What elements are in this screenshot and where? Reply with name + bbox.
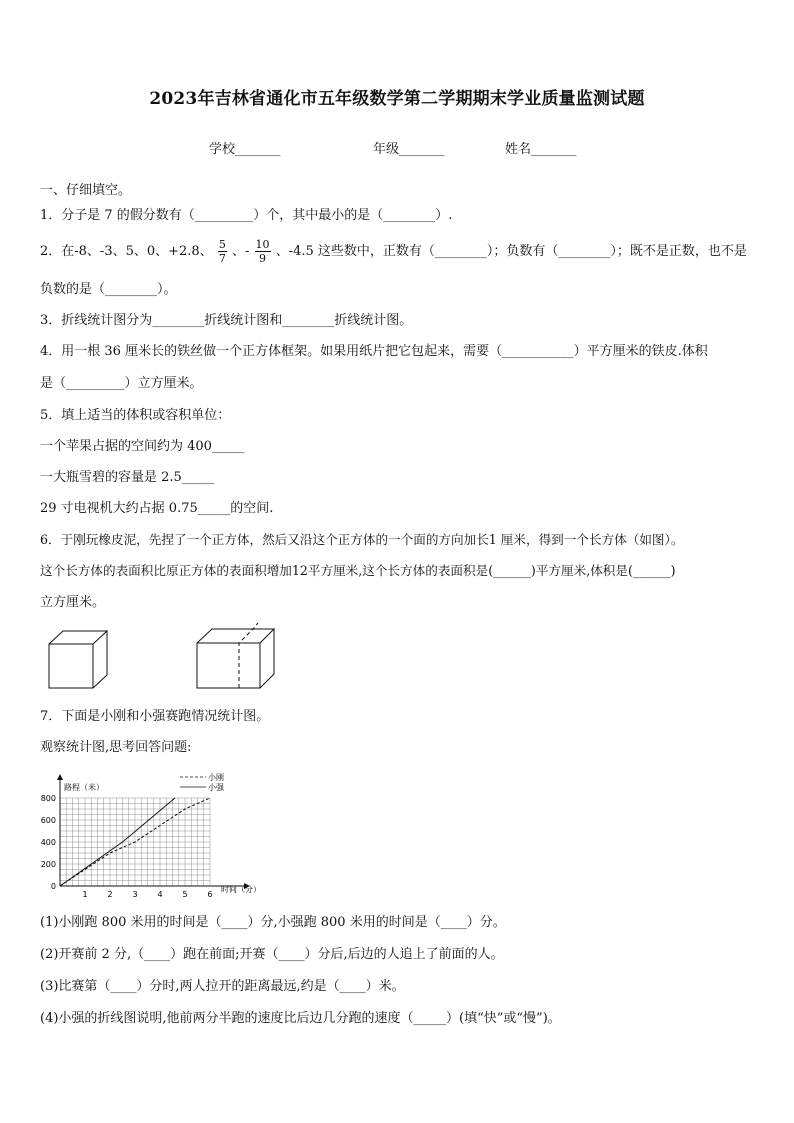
fraction-5-7: [218, 238, 227, 265]
question-5-b: 一大瓶雪碧的容量是 2.5_____: [40, 470, 215, 485]
chart-y-axis-label: 路程（米）: [64, 783, 104, 792]
fraction-denominator: 7: [218, 252, 226, 265]
question-7-sub3: (3)比赛第（____）分时,两人拉开的距离最远,约是（____）米。: [40, 979, 405, 994]
question-7-stem: 7．下面是小刚和小强赛跑情况统计图。: [40, 709, 270, 724]
legend-label-xiaoqiang: 小强: [208, 783, 224, 792]
chart-y-tick-label: 600: [40, 816, 56, 825]
chart-y-axis-arrow: [57, 774, 63, 780]
section-heading: 一、仔细填空。: [40, 183, 132, 198]
grade-field: 年级_______: [373, 142, 445, 157]
chart-x-tick-label: 1: [82, 890, 88, 899]
chart-x-tick-label: 2: [107, 890, 113, 899]
cuboid-figure: [194, 622, 278, 692]
question-5-c: 29 寸电视机大约占据 0.75_____的空间.: [40, 501, 274, 516]
question-5-stem: 5．填上适当的体积或容积单位：: [40, 408, 231, 423]
question-7-sub1: (1)小刚跑 800 米用的时间是（____）分,小强跑 800 米用的时间是（____）分。: [40, 915, 506, 930]
fraction-denominator: 9: [259, 252, 267, 265]
question-2-prefix: 2．在-8、-3、5、0、+2.8、: [40, 244, 213, 259]
cuboid-side-face: [260, 629, 274, 688]
chart-y-ticks: [41, 794, 56, 891]
fraction-10-9: [255, 238, 271, 265]
question-6-line2: 这个长方体的表面积比原正方体的表面积增加12平方厘米,这个长方体的表面积是(______)平方厘米,体积是(______): [40, 563, 676, 578]
legend-label-xiaogang: 小刚: [208, 773, 224, 782]
cuboid-extension-dashed-line: [239, 623, 258, 688]
cube-side-face: [93, 631, 107, 688]
question-2: [40, 238, 747, 265]
question-4-line1: 4．用一根 36 厘米长的铁丝做一个正方体框架。如果用纸片把它包起来，需要（___________）平方厘米的铁皮.体积: [40, 344, 708, 359]
school-field: 学校_______: [209, 142, 281, 157]
cuboid-top-face: [197, 629, 274, 643]
page-title: 2023年吉林省通化市五年级数学第二学期期末学业质量监测试题: [149, 89, 645, 109]
question-6-line3: 立方厘米。: [40, 595, 106, 610]
chart-y-tick-label: 200: [40, 860, 56, 869]
cuboid-front-face: [197, 643, 260, 688]
race-line-chart: [30, 770, 280, 900]
question-7-sub2: (2)开赛前 2 分,（____）跑在前面;开赛（____）分后,后边的人追上了前面的人。: [40, 947, 504, 962]
question-5-a: 一个苹果占据的空间约为 400_____: [40, 439, 245, 454]
question-7-sub4: (4)小强的折线图说明,他前两分半跑的速度比后边几分跑的速度（_____）(填“快”或“慢”)。: [40, 1011, 561, 1026]
fraction-numerator: 5: [218, 238, 226, 251]
question-2-line2: 负数的是（________）。: [40, 282, 177, 297]
chart-legend: [180, 772, 225, 792]
name-field: 姓名_______: [505, 142, 577, 157]
cube-figure: [46, 628, 111, 692]
chart-y-tick-label: 800: [40, 794, 56, 803]
question-7-prompt: 观察统计图,思考回答问题:: [40, 740, 192, 755]
question-2-suffix: 、-4.5 这些数中，正数有（________）；负数有（________）；既不是正数，也不是: [275, 244, 747, 259]
chart-x-tick-label: 3: [132, 890, 138, 899]
cube-front-face: [49, 644, 93, 688]
fraction-numerator: 10: [255, 238, 270, 251]
question-3: 3．折线统计图分为________折线统计图和________折线统计图。: [40, 313, 413, 328]
chart-x-tick-label: 4: [157, 890, 163, 899]
question-1: 1．分子是 7 的假分数有（_________）个，其中最小的是（________）.: [40, 208, 453, 223]
cube-top-face: [49, 631, 107, 644]
chart-x-axis-label: 时间（分）: [221, 885, 261, 894]
question-4-line2: 是（_________）立方厘米。: [40, 376, 203, 391]
chart-y-tick-label: 0: [50, 882, 56, 891]
question-2-sep: 、-: [232, 244, 250, 259]
chart-x-tick-label: 6: [207, 890, 213, 899]
chart-x-tick-label: 5: [182, 890, 188, 899]
chart-x-ticks: [82, 890, 212, 899]
question-6-line1: 6．于刚玩橡皮泥，先捏了一个正方体，然后又沿这个正方体的一个面的方向加长1 厘米，得到一个长方体（如图）。: [40, 532, 684, 547]
chart-y-tick-label: 400: [40, 838, 56, 847]
